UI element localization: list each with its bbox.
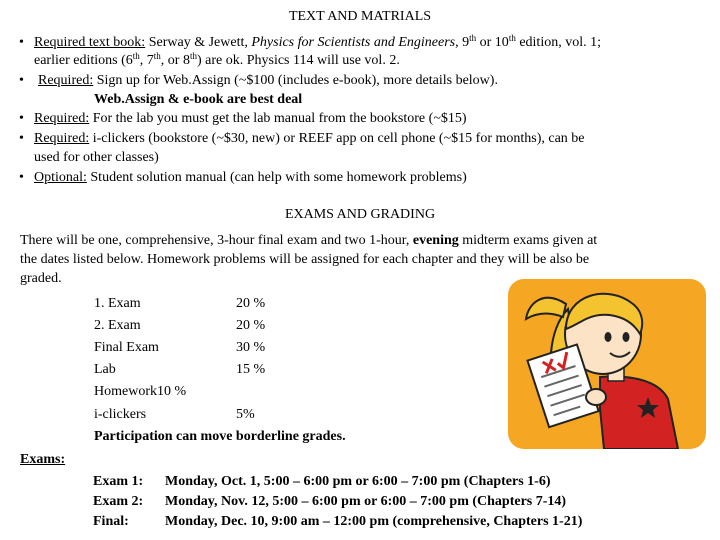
exam-name: Final: bbox=[93, 514, 129, 529]
textbook-item: Required text book: Serway & Jewett, Physics for Scientists and Engineers, 9th or 10th edition, vol. 1; bbox=[34, 33, 601, 50]
webassign-label: Required: bbox=[38, 73, 94, 88]
clickers-item-line2: used for other classes) bbox=[34, 150, 159, 165]
grade-weight: 30 % bbox=[236, 340, 266, 355]
grade-item: i-clickers bbox=[94, 407, 147, 422]
bullet: • bbox=[19, 131, 24, 146]
exam-name: Exam 1: bbox=[93, 474, 144, 489]
lab-label: Required: bbox=[34, 111, 90, 126]
grade-weight: 5% bbox=[236, 407, 255, 422]
grade-weight: 20 % bbox=[236, 318, 266, 333]
webassign-item: Required: Sign up for Web.Assign (~$100 (includes e-book), more details below). bbox=[38, 73, 498, 88]
solutions-item: Optional: Student solution manual (can help with some homework problems) bbox=[34, 170, 467, 185]
grade-item: 1. Exam bbox=[94, 296, 141, 311]
grade-item: Lab bbox=[94, 362, 116, 377]
lab-manual-item: Required: For the lab you must get the lab manual from the bookstore (~$15) bbox=[34, 111, 467, 126]
exam-detail: Monday, Oct. 1, 5:00 – 6:00 pm or 6:00 – 7:00 pm (Chapters 1-6) bbox=[165, 474, 551, 489]
participation-note: Participation can move borderline grades. bbox=[94, 429, 346, 444]
grade-item: 2. Exam bbox=[94, 318, 141, 333]
grade-item-homework: Homework10 % bbox=[94, 384, 187, 399]
grade-weight: 15 % bbox=[236, 362, 266, 377]
clickers-label: Required: bbox=[34, 131, 90, 146]
bullet: • bbox=[19, 35, 24, 50]
bullet: • bbox=[19, 111, 24, 126]
exams-label: Exams: bbox=[20, 452, 66, 467]
textbook-item-line2: earlier editions (6th, 7th, or 8th) are ok. Physics 114 will use vol. 2. bbox=[34, 51, 400, 68]
webassign-deal: Web.Assign & e-book are best deal bbox=[94, 92, 303, 107]
textbook-label: Required text book: bbox=[34, 35, 146, 50]
materials-heading: TEXT AND MATRIALS bbox=[288, 9, 432, 24]
textbook-title: Physics for Scientists and Engineers bbox=[251, 35, 456, 50]
exam-name: Exam 2: bbox=[93, 494, 144, 509]
grade-item: Final Exam bbox=[94, 340, 159, 355]
grading-heading: EXAMS AND GRADING bbox=[284, 207, 436, 222]
exam-detail: Monday, Dec. 10, 9:00 am – 12:00 pm (comprehensive, Chapters 1-21) bbox=[165, 514, 583, 529]
clickers-item: Required: i-clickers (bookstore (~$30, new) or REEF app on cell phone (~$15 for months), can be bbox=[34, 131, 585, 146]
solutions-label: Optional: bbox=[34, 170, 87, 185]
bullet: • bbox=[19, 170, 24, 185]
bullet: • bbox=[19, 73, 24, 88]
evening-emphasis: evening bbox=[412, 233, 459, 248]
exam-detail: Monday, Nov. 12, 5:00 – 6:00 pm or 6:00 – 7:00 pm (Chapters 7-14) bbox=[165, 494, 567, 509]
student-clipart bbox=[508, 279, 706, 449]
grade-weight: 20 % bbox=[236, 296, 266, 311]
